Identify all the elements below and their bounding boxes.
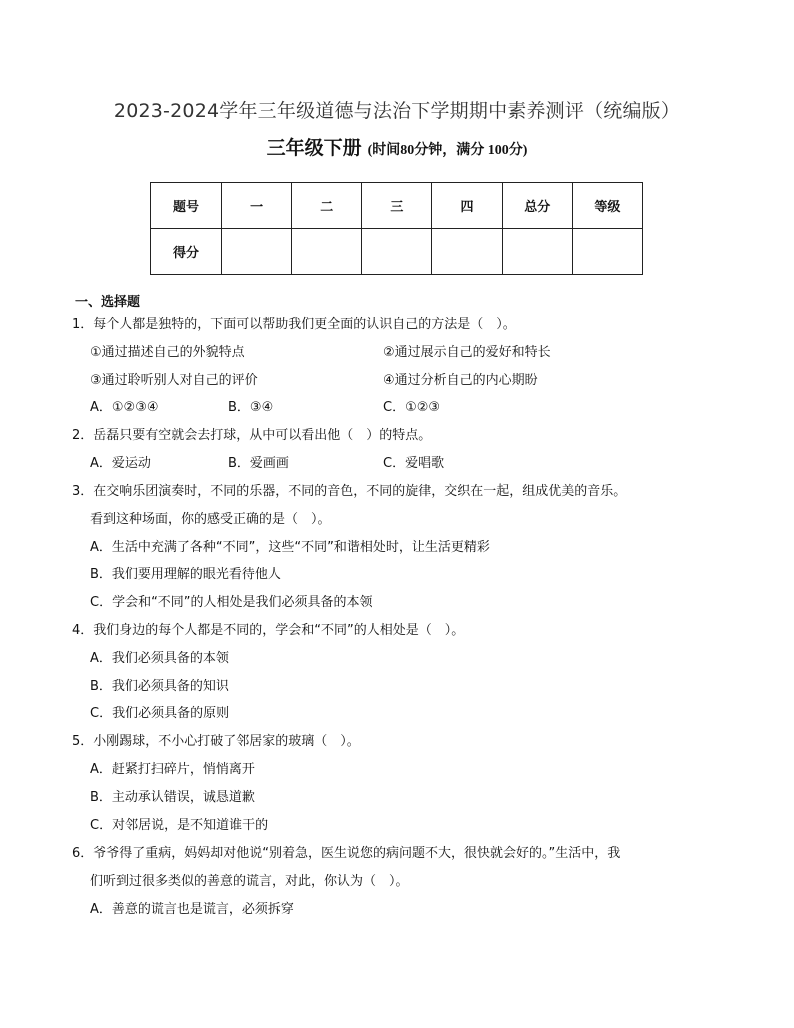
question-2-option: A．爱运动 (90, 456, 151, 471)
score-cell-empty (222, 229, 292, 275)
question-1-option: C．①②③ (383, 400, 441, 415)
question-1-option: B．③④ (228, 400, 274, 415)
score-table-score-row (151, 229, 643, 275)
question-3-stem: 3．在交响乐团演奏时，不同的乐器，不同的音色，不同的旋律，交织在一起，组成优美的音乐。 (72, 484, 627, 499)
score-header-cell: 总分 (502, 183, 572, 229)
section-title: 一、选择题 (75, 295, 141, 310)
score-row-label: 得分 (151, 229, 222, 275)
score-header-cell: 一 (222, 183, 292, 229)
question-3-stem-continued: 看到这种场面，你的感受正确的是（ ）。 (90, 512, 331, 527)
score-cell-empty (502, 229, 572, 275)
question-2-stem: 2．岳磊只要有空就会去打球，从中可以看出他（ ）的特点。 (72, 428, 432, 443)
score-header-cell: 四 (432, 183, 502, 229)
score-cell-empty (362, 229, 432, 275)
score-cell-empty (572, 229, 642, 275)
question-5-option: C．对邻居说，是不知道谁干的 (90, 818, 269, 833)
exam-title: 2023-2024学年三年级道德与法治下学期期中素养测评（统编版） (113, 100, 681, 122)
question-2-option: B．爱画画 (228, 456, 289, 471)
grade-volume-label: 三年级下册 (266, 137, 362, 159)
question-1-stem: 1．每个人都是独特的，下面可以帮助我们更全面的认识自己的方法是（ ）。 (72, 317, 516, 332)
question-5-option: B．主动承认错误，诚恳道歉 (90, 790, 255, 805)
score-header-cell: 题号 (151, 183, 222, 229)
question-6-stem-continued: 们听到过很多类似的善意的谎言，对此，你认为（ ）。 (90, 874, 409, 889)
question-1-option: A．①②③④ (90, 400, 159, 415)
time-score-note: (时间80分钟，满分 100分) (367, 143, 528, 158)
question-2-option: C．爱唱歌 (383, 456, 445, 471)
score-cell-empty (432, 229, 502, 275)
exam-subtitle (0, 133, 794, 160)
question-1-item: ①通过描述自己的外貌特点 (90, 345, 245, 360)
question-3-option: A．生活中充满了各种“不同”，这些“不同”和谐相处时，让生活更精彩 (90, 540, 490, 555)
question-1-item: ③通过聆听别人对自己的评价 (90, 373, 258, 388)
score-header-cell: 等级 (572, 183, 642, 229)
question-4-stem: 4．我们身边的每个人都是不同的，学会和“不同”的人相处是（ ）。 (72, 623, 465, 638)
question-6-stem: 6．爷爷得了重病，妈妈却对他说“别着急，医生说您的病问题不大，很快就会好的。”生活中，我 (72, 846, 621, 861)
score-header-cell: 二 (292, 183, 362, 229)
score-header-cell: 三 (362, 183, 432, 229)
question-3-option: B．我们要用理解的眼光看待他人 (90, 567, 281, 582)
question-4-option: C．我们必须具备的原则 (90, 706, 230, 721)
question-6-option: A．善意的谎言也是谎言，必须拆穿 (90, 902, 294, 917)
score-table (150, 182, 643, 275)
question-4-option: A．我们必须具备的本领 (90, 651, 229, 666)
question-3-option: C．学会和“不同”的人相处是我们必须具备的本领 (90, 595, 373, 610)
score-table-header-row (151, 183, 643, 229)
question-4-option: B．我们必须具备的知识 (90, 679, 229, 694)
question-5-option: A．赶紧打扫碎片，悄悄离开 (90, 762, 255, 777)
question-1-item: ②通过展示自己的爱好和特长 (383, 345, 551, 360)
question-1-item: ④通过分析自己的内心期盼 (383, 373, 538, 388)
question-5-stem: 5．小刚踢球，不小心打破了邻居家的玻璃（ ）。 (72, 734, 360, 749)
score-cell-empty (292, 229, 362, 275)
